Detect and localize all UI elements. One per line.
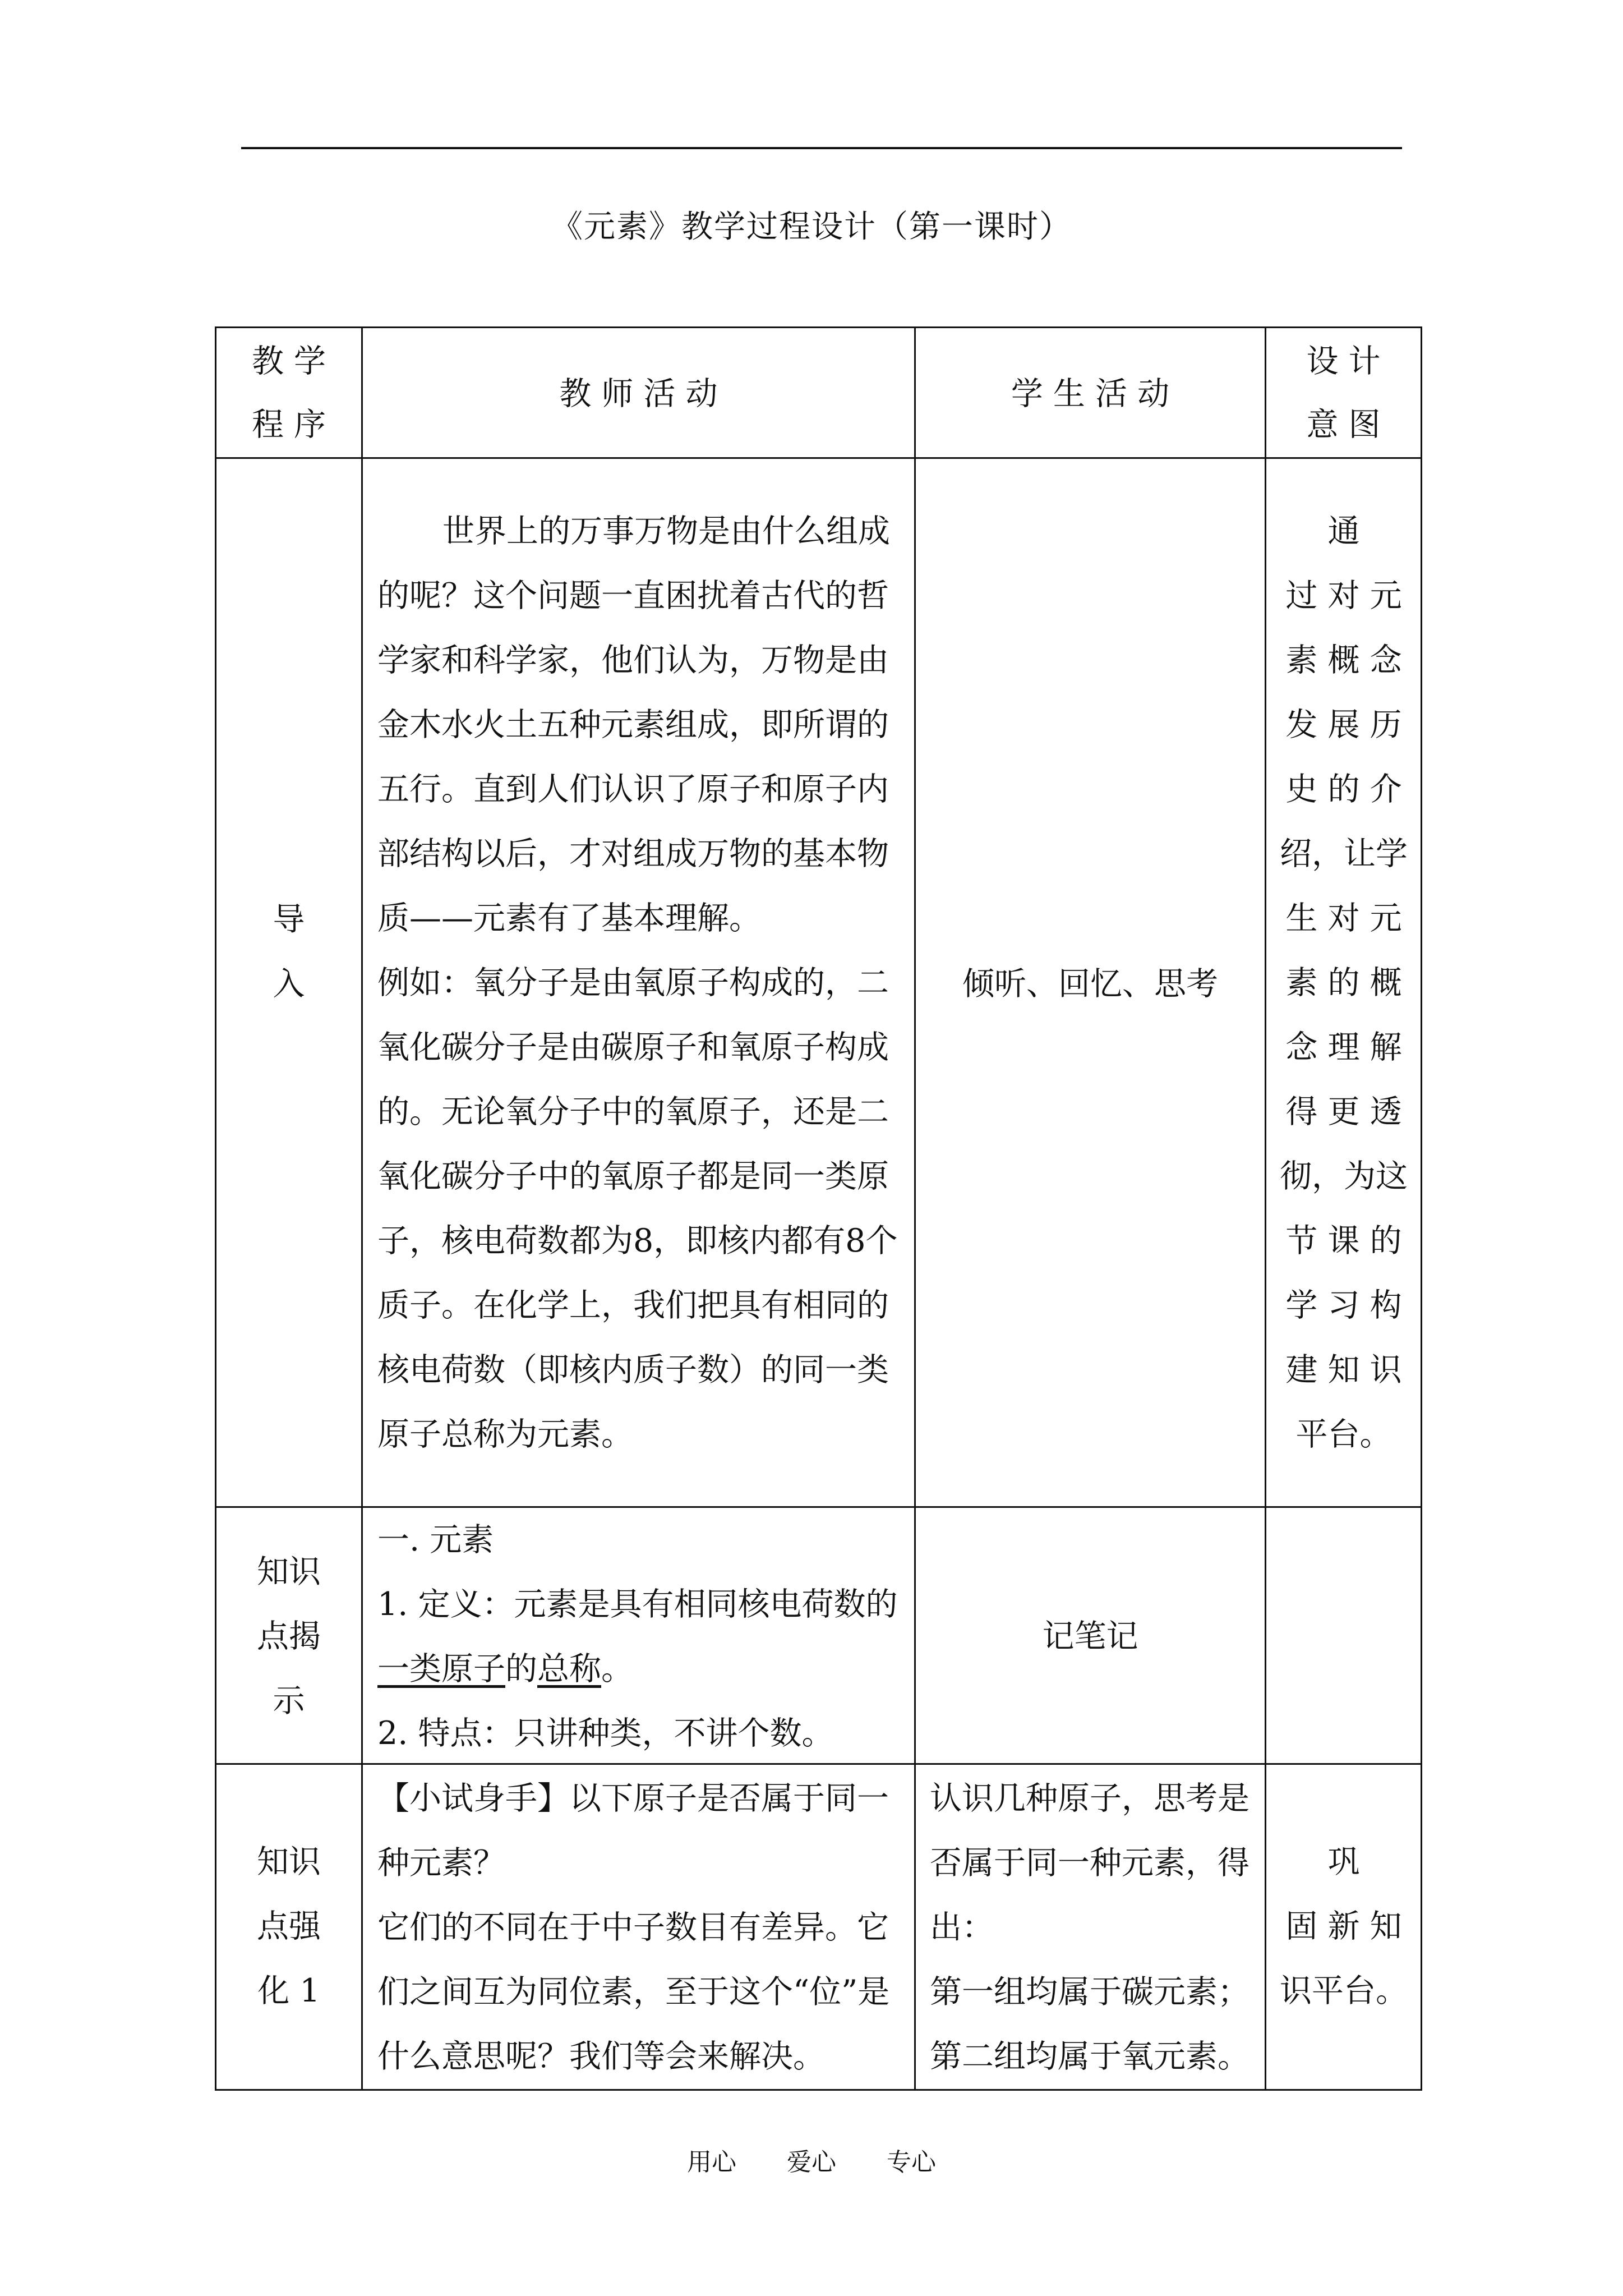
row1-intent-line: 生 对 元 — [1285, 900, 1402, 937]
row1-intent-line: 素 概 念 — [1285, 642, 1402, 679]
table-border-left — [215, 326, 216, 2091]
row1-intent-line: 彻，为这 — [1280, 1158, 1408, 1195]
definition-mid: 的 — [505, 1650, 537, 1687]
row1-intent-line: 得 更 透 — [1285, 1093, 1402, 1130]
header-step-line2: 程 序 — [251, 406, 326, 443]
row3-step-line: 化 1 — [257, 1972, 320, 2009]
row2-teacher — [377, 1508, 902, 1766]
row2-feature: 2. 特点：只讲种类，不讲个数。 — [377, 1715, 834, 1752]
header-step — [216, 330, 361, 457]
row1-step-line1: 导 — [273, 901, 305, 938]
row3-intent-line: 固 新 知 — [1285, 1908, 1402, 1945]
row3-teacher — [377, 1766, 902, 2089]
row1-intent-line: 学 习 构 — [1285, 1287, 1402, 1324]
table-col-divider-3 — [1265, 326, 1266, 2091]
row3-intent — [1269, 1830, 1419, 2023]
row3-teacher-exercise: 【小试身手】以下原子是否属于同一种元素？ — [377, 1780, 889, 1881]
row1-intent-line: 过 对 元 — [1285, 577, 1402, 614]
table-border-top — [215, 326, 1422, 328]
definition-underline-2: 总称 — [537, 1650, 601, 1687]
row1-intent-line: 通 — [1327, 513, 1360, 550]
row3-step-line: 知识 — [257, 1843, 321, 1880]
row3-student-think: 认识几种原子，思考是否属于同一种元素，得出： — [930, 1780, 1249, 1946]
footer-word: 爱心 — [787, 2148, 836, 2177]
row1-intent-line: 发 展 历 — [1285, 706, 1402, 743]
header-teacher: 教 师 活 动 — [559, 375, 718, 412]
definition-text: 1. 定义：元素是具有相同核电荷数的 — [377, 1586, 898, 1623]
page-footer — [0, 2146, 1623, 2179]
header-intent-line2: 意 图 — [1306, 406, 1381, 443]
table-border-right — [1421, 326, 1422, 2091]
definition-underline-1: 一类原子 — [377, 1650, 505, 1687]
row3-intent-line: 巩 — [1327, 1843, 1360, 1880]
table-border-bottom — [215, 2089, 1422, 2091]
row1-teacher-intro: 世界上的万事万物是由什么组成的呢？这个问题一直困扰着古代的哲学家和科学家，他们认为，万物是由金木水火土五种元素组成，即所谓的五行。直到人们认识了原子和原子内部结构以后，才对组成万物的基本物质——元素有了基本理解。 — [377, 513, 890, 937]
row2-step-line: 知识 — [257, 1553, 321, 1590]
row3-teacher-explain: 它们的不同在于中子数目有差异。它们之间互为同位素，至于这个“位”是什么意思呢？我们等会来解决。 — [377, 1909, 890, 2075]
row2-definition — [377, 1572, 902, 1701]
table-col-divider-1 — [361, 326, 363, 2091]
row2-heading: 一. 元素 — [377, 1521, 494, 1558]
row3-student-group2: 第二组均属于氧元素。 — [930, 2038, 1249, 2075]
row1-intent-line: 绍，让学 — [1280, 835, 1408, 872]
row1-intent-line: 念 理 解 — [1285, 1029, 1402, 1066]
header-rule — [241, 147, 1402, 149]
row1-intent-line: 建 知 识 — [1285, 1351, 1402, 1388]
row3-student — [930, 1766, 1255, 2089]
row3-step — [216, 1830, 361, 2023]
row3-intent-line: 识平台。 — [1280, 1972, 1408, 2009]
footer-word: 用心 — [687, 2148, 736, 2177]
row2-step-line: 点揭 — [257, 1618, 321, 1655]
row1-intent-line: 素 的 概 — [1285, 964, 1402, 1001]
row1-intent-line: 节 课 的 — [1285, 1222, 1402, 1259]
header-step-line1: 教 学 — [251, 343, 326, 380]
table-col-divider-2 — [914, 326, 916, 2091]
header-student: 学 生 活 动 — [1011, 375, 1170, 412]
header-intent — [1266, 330, 1421, 457]
row1-intent-line: 平台。 — [1295, 1416, 1392, 1453]
row3-student-group1: 第一组均属于碳元素； — [930, 1973, 1249, 2010]
row1-teacher-example: 例如：氧分子是由氧原子构成的，二氧化碳分子是由碳原子和氧原子构成的。无论氧分子中的氧原子，还是二氧化碳分子中的氧原子都是同一类原子，核电荷数都为8，即核内都有8个质子。在化学上，我们把具有相同的核电荷数（即核内质子数）的同一类原子总称为元素。 — [377, 964, 898, 1453]
row1-student: 倾听、回忆、思考 — [962, 965, 1218, 1002]
row1-step — [216, 887, 361, 1016]
row1-teacher — [377, 499, 902, 1467]
row1-intent-line: 史 的 介 — [1285, 771, 1402, 808]
row2-student: 记笔记 — [1042, 1618, 1138, 1655]
footer-word: 专心 — [887, 2148, 936, 2177]
row2-step-line: 示 — [273, 1682, 305, 1719]
row3-step-line: 点强 — [257, 1908, 321, 1945]
definition-end: 。 — [601, 1650, 633, 1687]
row1-step-line2: 入 — [273, 965, 305, 1002]
table-rule-header — [215, 457, 1422, 459]
row2-step — [216, 1540, 361, 1733]
header-intent-line1: 设 计 — [1306, 343, 1381, 380]
page-title: 《元素》教学过程设计（第一课时） — [551, 209, 1072, 245]
row1-intent — [1269, 499, 1419, 1467]
